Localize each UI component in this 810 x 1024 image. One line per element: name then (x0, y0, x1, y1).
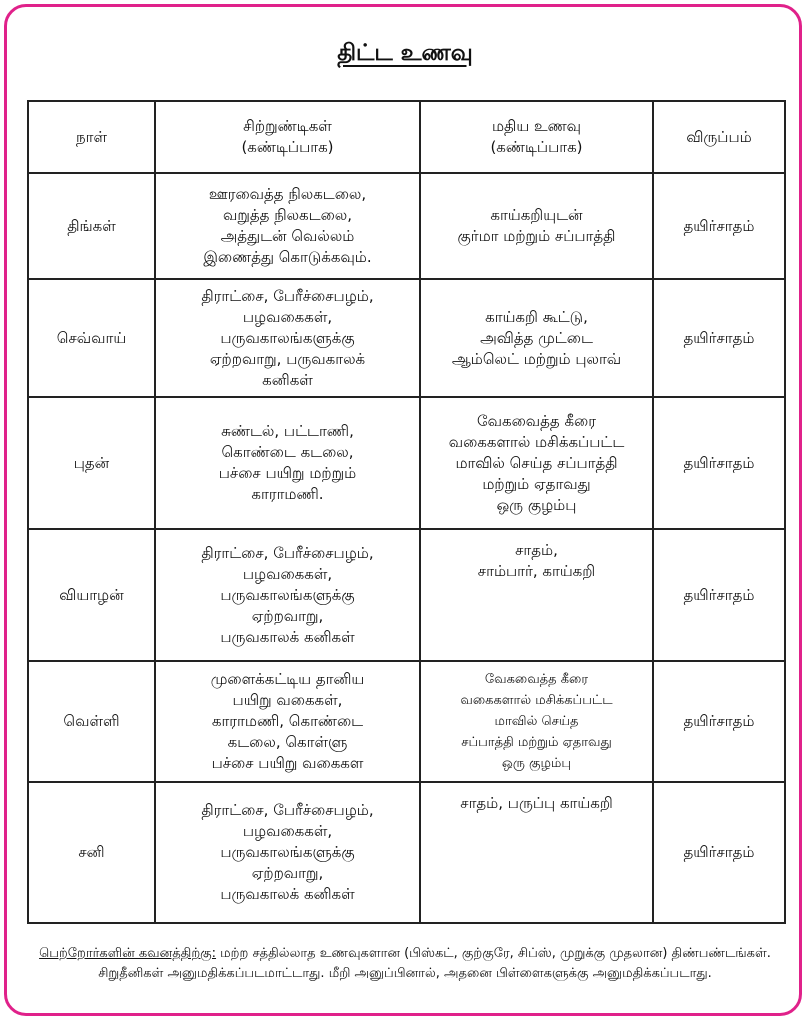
header-day: நாள் (28, 101, 155, 173)
day-cell: செவ்வாய் (28, 279, 155, 397)
choice-cell: தயிர்சாதம் (653, 397, 785, 529)
lunch-cell: வேகவைத்த கீரை வகைகளால் மசிக்கப்பட்ட மாவில் செய்த சப்பாத்தி மற்றும் ஏதாவது ஒரு குழம்பு (420, 661, 653, 782)
day-cell: வெள்ளி (28, 661, 155, 782)
snacks-cell: முளைக்கட்டிய தானிய பயிறு வகைகள், காராமணி, கொண்டை கடலை, கொள்ளு பச்சை பயிறு வகைகள (155, 661, 420, 782)
lunch-cell: காய்கறி கூட்டு, அவித்த முட்டை ஆம்லெட் மற்றும் புலாவ் (420, 279, 653, 397)
day-cell: வியாழன் (28, 529, 155, 661)
choice-cell: தயிர்சாதம் (653, 173, 785, 279)
parents-note-text: மற்ற சத்தில்லாத உணவுகளான (பிஸ்கட், குற்குரே, சிப்ஸ், முறுக்கு முதலான) திண்பண்டங்கள். சிறுதீனிகள் அனுமதிக்கப்படமாட்டாது. மீறி அனுப்பினால், அதனை பிள்ளைகளுக்கு அனுமதிக்கப்படாது. (98, 946, 771, 981)
title-text: திட்ட உணவு (337, 40, 473, 66)
snacks-cell: சுண்டல், பட்டாணி, கொண்டை கடலை, பச்சை பயிறு மற்றும் காராமணி. (155, 397, 420, 529)
table-row (28, 782, 785, 923)
header-row (28, 101, 785, 173)
table-row (28, 397, 785, 529)
lunch-cell: சாதம், சாம்பார், காய்கறி (420, 529, 653, 661)
table-row (28, 661, 785, 782)
lunch-cell: வேகவைத்த கீரை வகைகளால் மசிக்கப்பட்ட மாவில் செய்த சப்பாத்தி மற்றும் ஏதாவது ஒரு குழம்பு (420, 397, 653, 529)
snacks-cell: திராட்சை, பேரீச்சைபழம், பழவகைகள், பருவகாலங்களுக்கு ஏற்றவாறு, பருவகாலக் கனிகள் (155, 782, 420, 923)
snacks-cell: ஊரவைத்த நிலகடலை, வறுத்த நிலகடலை, அத்துடன் வெல்லம் இணைத்து கொடுக்கவும். (155, 173, 420, 279)
day-cell: திங்கள் (28, 173, 155, 279)
choice-cell: தயிர்சாதம் (653, 661, 785, 782)
choice-cell: தயிர்சாதம் (653, 782, 785, 923)
table-row (28, 279, 785, 397)
header-choice: விருப்பம் (653, 101, 785, 173)
choice-cell: தயிர்சாதம் (653, 279, 785, 397)
header-lunch: மதிய உணவு (கண்டிப்பாக) (420, 101, 653, 173)
diet-plan-table (27, 100, 786, 924)
header-snacks: சிற்றுண்டிகள் (கண்டிப்பாக) (155, 101, 420, 173)
parents-note (30, 944, 780, 984)
page-title (0, 40, 810, 69)
day-cell: புதன் (28, 397, 155, 529)
choice-cell: தயிர்சாதம் (653, 529, 785, 661)
snacks-cell: திராட்சை, பேரீச்சைபழம், பழவகைகள், பருவகாலங்களுக்கு ஏற்றவாறு, பருவகாலக் கனிகள் (155, 529, 420, 661)
snacks-cell: திராட்சை, பேரீச்சைபழம், பழவகைகள், பருவகாலங்களுக்கு ஏற்றவாறு, பருவகாலக் கனிகள் (155, 279, 420, 397)
table-row (28, 529, 785, 661)
lunch-cell: சாதம், பருப்பு காய்கறி (420, 782, 653, 923)
table-row (28, 173, 785, 279)
lunch-cell: காய்கறியுடன் குர்மா மற்றும் சப்பாத்தி (420, 173, 653, 279)
day-cell: சனி (28, 782, 155, 923)
parents-note-lead: பெற்றோர்களின் கவனத்திற்கு: (39, 946, 217, 961)
